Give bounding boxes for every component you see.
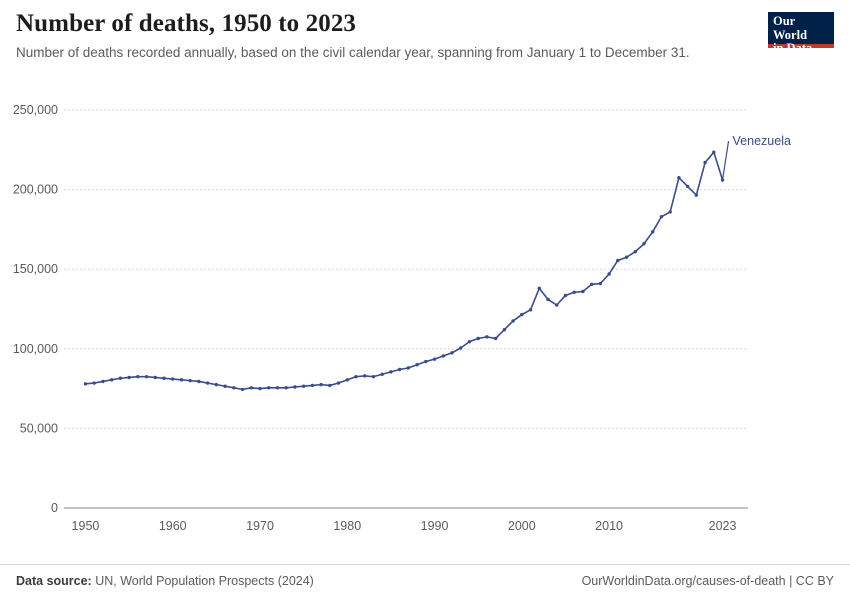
source-label: Data source: bbox=[16, 574, 92, 588]
data-point bbox=[101, 380, 104, 383]
data-point bbox=[380, 373, 383, 376]
data-point bbox=[215, 383, 218, 386]
data-point bbox=[712, 150, 715, 153]
data-point bbox=[616, 259, 619, 262]
data-point bbox=[485, 335, 488, 338]
data-point bbox=[442, 354, 445, 357]
data-point bbox=[503, 328, 506, 331]
data-point bbox=[206, 381, 209, 384]
data-point bbox=[511, 319, 514, 322]
data-point bbox=[407, 366, 410, 369]
data-point bbox=[154, 376, 157, 379]
data-point bbox=[232, 386, 235, 389]
source-text: UN, World Population Prospects (2024) bbox=[95, 574, 314, 588]
x-tick-label: 1970 bbox=[246, 519, 274, 533]
data-point bbox=[84, 382, 87, 385]
y-tick-label: 250,000 bbox=[12, 103, 58, 117]
data-point bbox=[634, 250, 637, 253]
page-title: Number of deaths, 1950 to 2023 bbox=[16, 10, 357, 37]
gridlines bbox=[64, 110, 748, 508]
data-point bbox=[555, 303, 558, 306]
data-point bbox=[450, 351, 453, 354]
data-point bbox=[389, 370, 392, 373]
data-point bbox=[581, 290, 584, 293]
footer-attribution[interactable]: OurWorldinData.org/causes-of-death | CC BY bbox=[581, 574, 834, 588]
data-point bbox=[162, 377, 165, 380]
data-point bbox=[337, 381, 340, 384]
data-point bbox=[127, 376, 130, 379]
logo-line-2: in Data bbox=[773, 41, 813, 55]
data-point bbox=[642, 242, 645, 245]
y-axis-tick-labels bbox=[13, 103, 58, 515]
data-point bbox=[520, 313, 523, 316]
data-point bbox=[363, 374, 366, 377]
data-point bbox=[171, 377, 174, 380]
data-point bbox=[250, 386, 253, 389]
series-points bbox=[84, 150, 725, 391]
data-point bbox=[328, 384, 331, 387]
data-point bbox=[145, 375, 148, 378]
data-point bbox=[319, 383, 322, 386]
data-point bbox=[346, 378, 349, 381]
series-venezuela[interactable] bbox=[84, 141, 729, 391]
data-point bbox=[136, 375, 139, 378]
data-point bbox=[660, 215, 663, 218]
data-point bbox=[459, 346, 462, 349]
x-tick-label: 1950 bbox=[71, 519, 100, 533]
data-point bbox=[311, 384, 314, 387]
x-tick-label: 1980 bbox=[333, 519, 362, 533]
data-point bbox=[372, 375, 375, 378]
chart-plot-area[interactable] bbox=[0, 96, 850, 558]
series-end-label: Venezuela bbox=[732, 134, 791, 149]
data-point bbox=[599, 282, 602, 285]
data-point bbox=[424, 360, 427, 363]
chart-footer bbox=[0, 564, 850, 600]
data-point bbox=[197, 380, 200, 383]
x-tick-label: 2010 bbox=[595, 519, 623, 533]
data-point bbox=[276, 386, 279, 389]
x-tick-label: 1960 bbox=[158, 519, 187, 533]
data-point bbox=[677, 176, 680, 179]
data-point bbox=[572, 291, 575, 294]
y-tick-label: 100,000 bbox=[12, 341, 58, 356]
data-point bbox=[476, 337, 479, 340]
y-tick-label: 200,000 bbox=[12, 182, 58, 197]
data-point bbox=[180, 378, 183, 381]
data-point bbox=[468, 340, 471, 343]
data-point bbox=[267, 386, 270, 389]
data-point bbox=[284, 386, 287, 389]
data-point bbox=[538, 287, 541, 290]
y-tick-label: 0 bbox=[51, 501, 58, 515]
data-point bbox=[110, 378, 113, 381]
data-point bbox=[241, 388, 244, 391]
data-point bbox=[188, 379, 191, 382]
x-axis-tick-labels bbox=[72, 519, 737, 533]
data-point bbox=[293, 385, 296, 388]
data-point bbox=[564, 294, 567, 297]
y-tick-label: 50,000 bbox=[19, 421, 58, 436]
data-point bbox=[590, 283, 593, 286]
data-point bbox=[625, 256, 628, 259]
data-point bbox=[415, 363, 418, 366]
data-point bbox=[223, 385, 226, 388]
data-point bbox=[302, 385, 305, 388]
data-point bbox=[695, 193, 698, 196]
data-point bbox=[398, 368, 401, 371]
data-point bbox=[258, 387, 261, 390]
data-point bbox=[703, 161, 706, 164]
logo-line-1: Our World bbox=[773, 14, 808, 42]
data-point bbox=[529, 308, 532, 311]
data-point bbox=[119, 377, 122, 380]
series-label-connector bbox=[723, 141, 729, 180]
data-point bbox=[354, 375, 357, 378]
line-chart-svg bbox=[0, 96, 850, 558]
y-tick-label: 150,000 bbox=[12, 262, 58, 277]
series-line bbox=[85, 152, 722, 389]
data-point bbox=[607, 272, 610, 275]
data-point bbox=[686, 185, 689, 188]
chart-header bbox=[16, 10, 756, 62]
data-point bbox=[92, 381, 95, 384]
x-tick-label: 2023 bbox=[708, 519, 737, 533]
x-tick-label: 1990 bbox=[420, 519, 449, 533]
chart-subtitle: Number of deaths recorded annually, based on the civil calendar year, spanning from January 1 to December 31. bbox=[16, 45, 690, 60]
data-point bbox=[668, 210, 671, 213]
data-point bbox=[546, 298, 549, 301]
data-point bbox=[433, 357, 436, 360]
x-tick-label: 2000 bbox=[507, 519, 536, 533]
data-point bbox=[651, 230, 654, 233]
data-point bbox=[494, 337, 497, 340]
owid-logo[interactable] bbox=[768, 12, 834, 55]
